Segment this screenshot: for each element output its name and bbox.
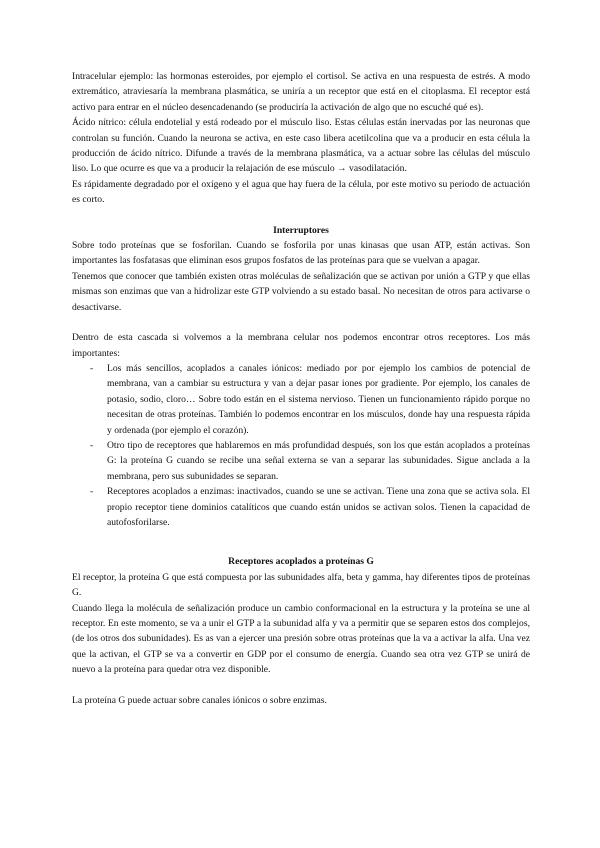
heading-receptores-proteinas-g: Receptores acoplados a proteínas G [228, 556, 374, 568]
paragraph-acido-nitrico: Ácido nítrico: célula endotelial y está rodeado por el músculo liso. Estas células están inervadas por las neuronas que controlan su función. Cuando la neurona se activa, en este caso libera acetilcolina que va a producir en esta célula la producción de ácido nítrico. Difunde a través de la membrana plasmática, va a actuar sobre las células del músculo liso. Lo que ocurre es que va a producir la relajación de ese músculo → vasodilatación. [72, 117, 530, 175]
receptor-list [72, 361, 530, 530]
document-page [72, 69, 530, 708]
paragraph-cierre: La proteína G puede actuar sobre canales iónicos o sobre enzimas. [72, 694, 327, 706]
heading-interruptores: Interruptores [273, 224, 329, 236]
list-item-proteinas-g: - Otro tipo de receptores que hablaremos en más profundidad después, son los que están acoplados a proteínas G: la proteína G cuando se recibe una señal externa se van a separar las subunidades. Sigue anclada a la membrana, pero sus subunidades se separan. [107, 438, 530, 484]
paragraph-receptor-subunidades: El receptor, la proteína G que está compuesta por las subunidades alfa, beta y gamma, hay diferentes tipos de proteínas G. [72, 571, 530, 599]
paragraph-cascada: Dentro de esta cascada si volvemos a la membrana celular nos podemos encontrar otros receptores. Los más importantes: [72, 332, 530, 359]
paragraph-degradacion: Es rápidamente degradado por el oxígeno y el agua que hay fuera de la célula, por este motivo su periodo de actuación es corto. [72, 178, 530, 206]
paragraph-intracelular: Intracelular ejemplo: las hormonas esteroides, por ejemplo el cortisol. Se activa en una respuesta de estrés. A modo extremático, atraviesaría la membrana plasmática, se uniría a un receptor que está en el citoplasma. El receptor está activo para entrar en el núcleo desencadenando (se produciría la activación de algo que no escuché qué es). [72, 71, 530, 113]
paragraph-fosforilacion: Sobre todo proteínas que se fosforilan. Cuando se fosforila por unas kinasas que usan ATP, están activas. Son importantes las fosfatasas que eliminan esos grupos fosfatos de las proteínas para que se vuelvan a apagar. [72, 240, 530, 267]
list-item-canales-ionicos: - Los más sencillos, acoplados a canales iónicos: mediado por por ejemplo los cambios de potencial de membrana, van a cambiar su estructura y van a dejar pasar iones por gradiente. Por ejemplo, los canales de potasio, sodio, cloro… Sobre todo están en el sistema nervioso. Tienen un funcionamiento rápido porque no necesitan de otras proteínas. También lo podemos encontrar en los músculos, donde hay una respuesta rápida y ordenada (por ejemplo el corazón). [107, 361, 530, 438]
list-item-enzimas: - Receptores acoplados a enzimas: inactivados, cuando se une se activan. Tiene una zona que se activa sola. El propio receptor tiene dominios catalíticos que cuando están unidos se activan solos. Tienen la capacidad de autofosforilarse. [107, 484, 530, 530]
paragraph-gtp: Tenemos que conocer que también existen otras moléculas de señalización que se activan por unión a GTP y que ellas mismas son enzimas que van a hidrolizar este GTP volviendo a su estado basal. No necesitan de otros para activarse o desactivarse. [72, 270, 530, 313]
paragraph-senalizacion: Cuando llega la molécula de señalización produce un cambio conformacional en la estructura y la proteína se une al receptor. En este momento, se va a unir el GTP a la subunidad alfa y va a permitir que se separen estos dos complejos, (de los otros dos subunidades). Es as van a ejercer una presión sobre otras proteínas que la va a activar la alfa. Una vez que la activan, el GTP se va a convertir en GDP por el consumo de energía. Cuando sea otra vez GTP se unirá de nuevo a la proteína para quedar otra vez disponible. [72, 602, 530, 676]
